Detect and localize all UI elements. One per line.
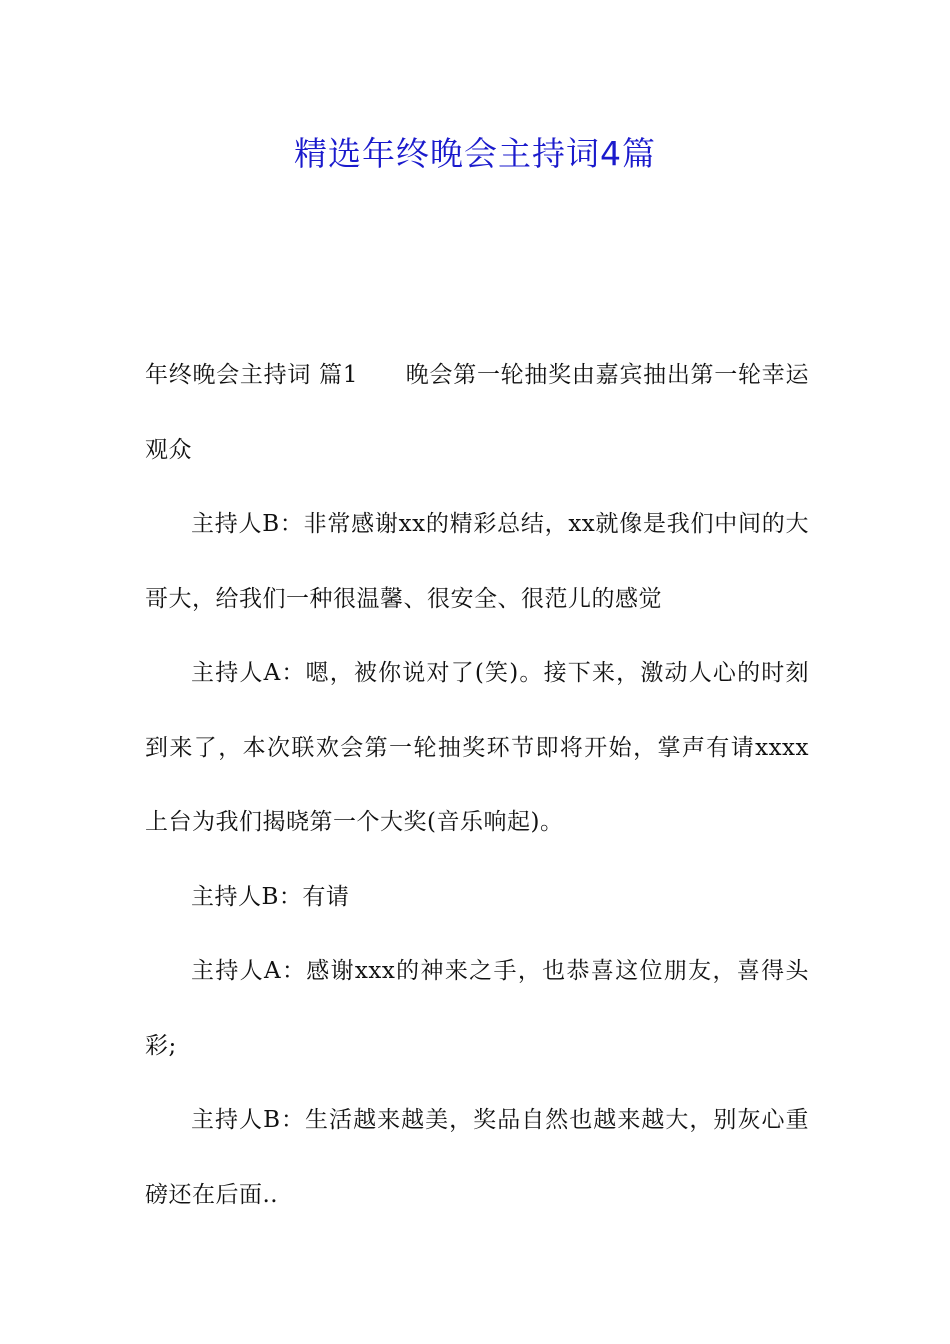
document-title: 精选年终晚会主持词4篇 xyxy=(294,134,656,173)
paragraph-host-a-2: 主持人A：感谢xxx的神来之手，也恭喜这位朋友，喜得头彩; xyxy=(145,958,809,1059)
paragraph-section-heading: 年终晚会主持词 篇1 晚会第一轮抽奖由嘉宾抽出第一轮幸运观众 xyxy=(145,362,809,463)
paragraph-host-b-2: 主持人B：有请 xyxy=(191,883,350,910)
paragraph-host-b-1: 主持人B：非常感谢xx的精彩总结，xx就像是我们中间的大哥大，给我们一种很温馨、很安全、很范儿的感觉 xyxy=(145,511,809,612)
paragraph-host-b-3: 主持人B：生活越来越美，奖品自然也越来越大，别灰心重磅还在后面.. xyxy=(145,1107,809,1208)
document-body xyxy=(145,338,809,1232)
paragraph-host-a-1: 主持人A：嗯，被你说对了(笑)。接下来，激动人心的时刻到来了，本次联欢会第一轮抽奖环节即将开始，掌声有请xxxx上台为我们揭晓第一个大奖(音乐响起)。 xyxy=(145,660,809,835)
